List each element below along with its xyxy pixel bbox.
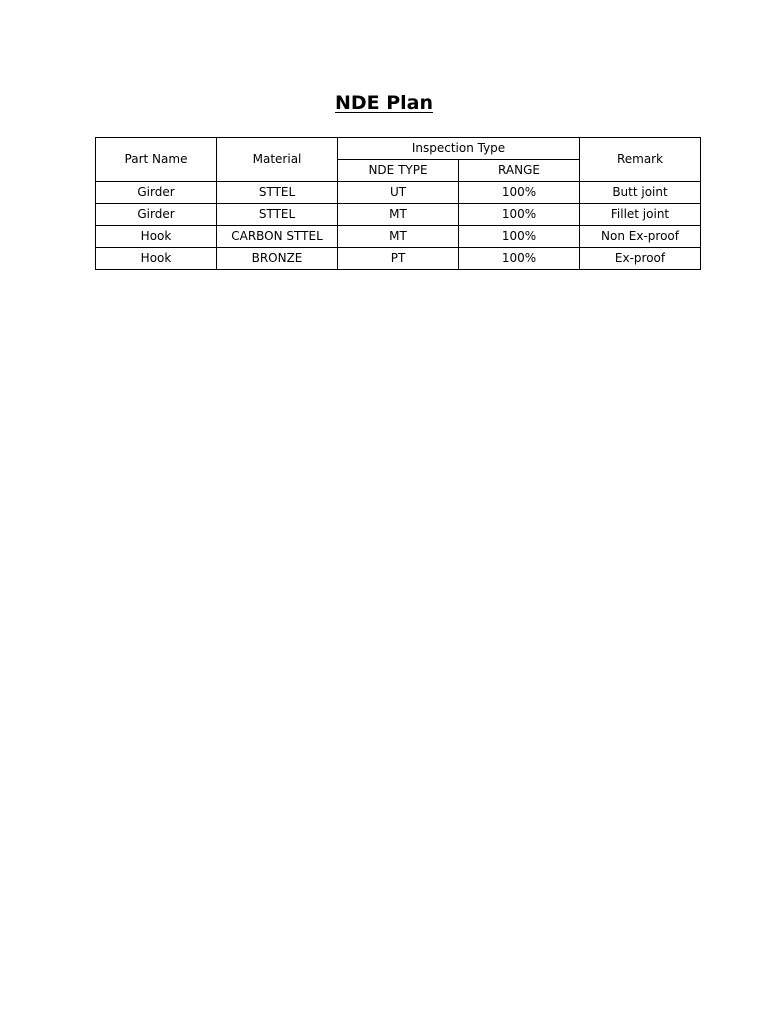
cell-part-name: Girder [96,182,217,204]
page-title: NDE Plan [334,92,434,114]
table-header [96,138,701,182]
cell-part-name: Hook [96,226,217,248]
cell-material: STTEL [217,182,338,204]
table-row [96,248,701,270]
cell-remark: Non Ex-proof [580,226,701,248]
cell-nde-type: PT [338,248,459,270]
header-inspection-type: Inspection Type [338,138,580,160]
header-part-name: Part Name [96,138,217,182]
cell-range: 100% [459,226,580,248]
table-row [96,182,701,204]
cell-part-name: Girder [96,204,217,226]
cell-remark: Fillet joint [580,204,701,226]
cell-material: BRONZE [217,248,338,270]
table-row [96,226,701,248]
header-range: RANGE [459,160,580,182]
cell-remark: Butt joint [580,182,701,204]
cell-range: 100% [459,182,580,204]
table-body [96,182,701,270]
cell-part-name: Hook [96,248,217,270]
header-nde-type: NDE TYPE [338,160,459,182]
cell-material: STTEL [217,204,338,226]
table-row [96,204,701,226]
cell-material: CARBON STTEL [217,226,338,248]
cell-nde-type: UT [338,182,459,204]
header-row [96,138,701,160]
cell-nde-type: MT [338,204,459,226]
cell-range: 100% [459,248,580,270]
cell-range: 100% [459,204,580,226]
header-remark: Remark [580,138,701,182]
cell-nde-type: MT [338,226,459,248]
header-material: Material [217,138,338,182]
cell-remark: Ex-proof [580,248,701,270]
nde-plan-table [95,137,701,270]
